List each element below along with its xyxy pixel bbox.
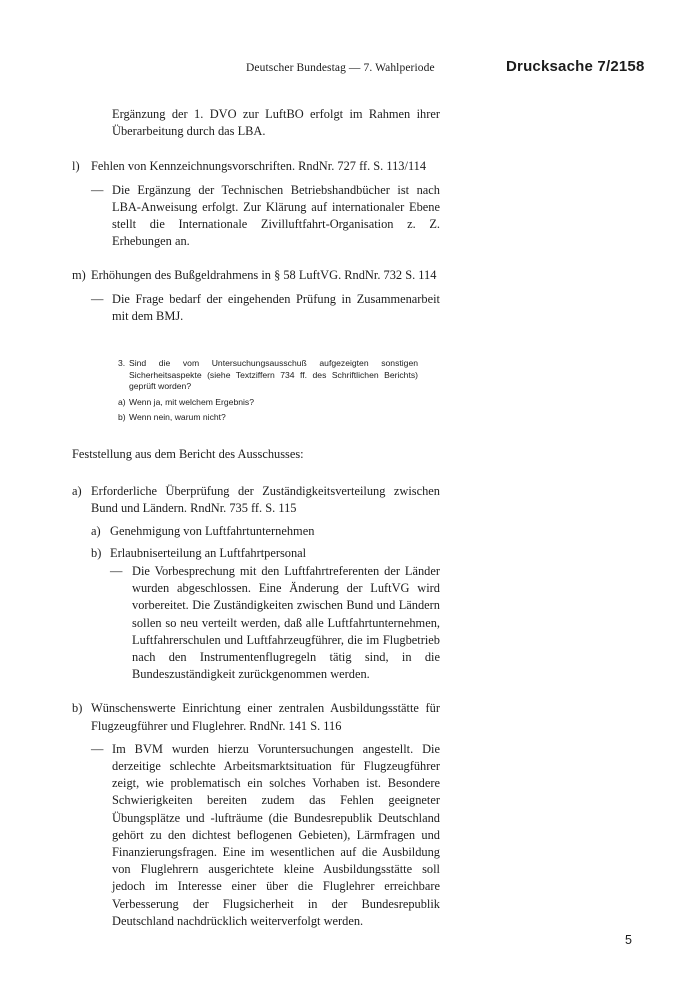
item-m-answer-text: Die Frage bedarf der eingehenden Prüfung in Zusammenarbeit mit dem BMJ. [112, 291, 440, 323]
item-b-marker: b) [72, 701, 83, 716]
question-sub-a-marker: a) [118, 396, 126, 407]
item-l [72, 158, 440, 175]
dash-mark: — [110, 564, 123, 579]
dash-mark: — [91, 741, 104, 756]
item-l-marker: l) [72, 159, 80, 174]
dash-mark: — [91, 182, 104, 197]
item-a-sub-a-marker: a) [91, 523, 101, 538]
item-m-marker: m) [72, 268, 86, 283]
question-block [118, 358, 418, 424]
question-sub-a [118, 397, 418, 409]
item-b-answer-text: Im BVM wurden hierzu Voruntersuchungen angestellt. Die derzeitige schlechte Arbeitsmarktsituation für Flugzeugführer zeigt, wie problematisch ein solches Vorhaben ist. Besondere Schwierigkeiten bereiten zudem das Fehlen geeigneter Übungsplätze und -lufträume (die Bundesrepublik Deutschland gehört zu den dichtest beflogenen Gebieten), Lärmfragen und Finanzierungsfragen. Eine im wesentlichen auf die Ausbildung von Fluglehrern ausgerichtete kleine Ausbildungsstätte soll jedoch im Interesse einer über die Fluglehrer erreichbare Verbesserung der Flugsicherheit in der Bundesrepublik Deutschland nachdrücklich weiterverfolgt werden. [112, 741, 440, 928]
item-m-answer [91, 291, 440, 325]
question-sub-b-marker: b) [118, 412, 126, 423]
question-sub-b-text: Wenn nein, warum nicht? [129, 412, 226, 423]
main-text [72, 106, 440, 930]
item-m-text: Erhöhungen des Bußgeldrahmens in § 58 LuftVG. RndNr. 732 S. 114 [91, 268, 437, 283]
item-b-answer [91, 741, 440, 930]
document-number: Drucksache 7/2158 [506, 58, 645, 75]
item-b-text: Wünschenswerte Einrichtung einer zentralen Ausbildungsstätte für Flugzeugführer und Fluglehrer. RndNr. 141 S. 116 [91, 701, 440, 733]
question-marker: 3. [118, 358, 126, 369]
item-a-sub-b-text: Erlaubniserteilung an Luftfahrtpersonal [110, 545, 307, 560]
question-text: Sind die vom Untersuchungsausschuß aufgezeigten sonstigen Sicherheitsaspekte (siehe Textziffern 734 ff. des Schriftlichen Berichts) geprüft worden? [129, 358, 418, 392]
question-sub-b [118, 412, 418, 424]
item-a [72, 483, 440, 517]
item-a-sub-a-text: Genehmigung von Luftfahrtunternehmen [110, 523, 315, 538]
item-a-sub-a [91, 523, 440, 540]
item-l-answer [91, 182, 440, 251]
running-header: Deutscher Bundestag — 7. Wahlperiode [246, 62, 435, 74]
dash-mark: — [91, 291, 104, 306]
question-3 [118, 358, 418, 393]
findings-heading: Feststellung aus dem Bericht des Ausschusses: [72, 447, 304, 461]
item-a-answer [110, 563, 440, 683]
item-a-answer-text: Die Vorbesprechung mit den Luftfahrtreferenten der Länder wurden abgeschlossen. Eine Änderung der LuftVG wird vorbereitet. Die Zuständigkeiten zwischen Bund und Ländern sollen so neu verteilt werden, daß alle Luftfahrtunternehmen, Luftfahrerschulen und Luftfahrzeugführer, die im Flugbetrieb nach den Instrumentenflugregeln tätig sind, in die Bundeszuständigkeit zurückgenommen werden. [132, 564, 440, 682]
item-a-sub-b [91, 545, 440, 562]
item-a-marker: a) [72, 484, 82, 499]
item-a-text: Erforderliche Überprüfung der Zuständigkeitsverteilung zwischen Bund und Ländern. RndNr. 735 ff. S. 115 [91, 484, 440, 516]
item-a-sub-b-marker: b) [91, 545, 102, 560]
item-l-text: Fehlen von Kennzeichnungsvorschriften. RndNr. 727 ff. S. 113/114 [91, 159, 427, 174]
item-b [72, 700, 440, 734]
question-sub-a-text: Wenn ja, mit welchem Ergebnis? [129, 396, 254, 407]
page-number: 5 [625, 933, 632, 947]
item-l-answer-text: Die Ergänzung der Technischen Betriebshandbücher ist nach LBA-Anweisung erfolgt. Zur Klärung auf internationaler Ebene stellt die Internationale Zivilluftfahrt-Organisation z. Z. Erhebungen an. [112, 182, 440, 249]
item-m [72, 267, 440, 284]
intro-paragraph: Ergänzung der 1. DVO zur LuftBO erfolgt im Rahmen ihrer Überarbeitung durch das LBA. [112, 107, 440, 139]
